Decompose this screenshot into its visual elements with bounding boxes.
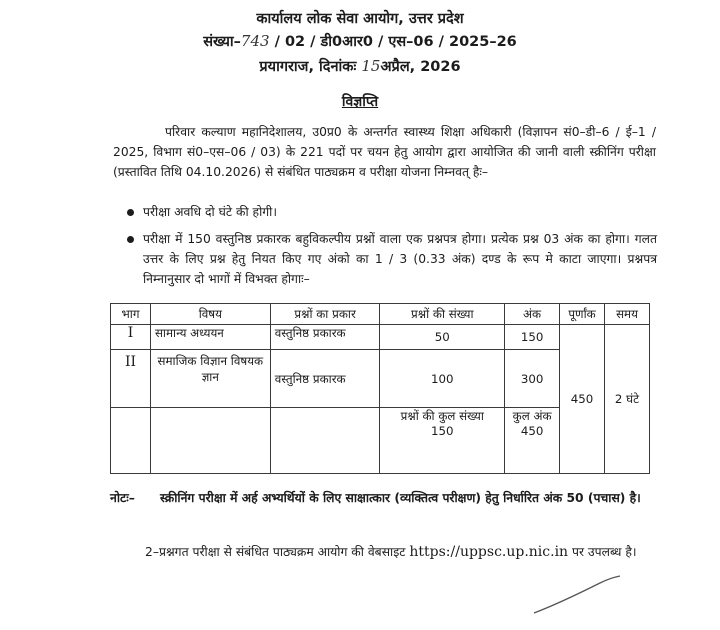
para2-prefix: 2–प्रश्नगत परीक्षा से संबंधित पाठ्यक्रम आयोग की वेबसाइट — [145, 545, 406, 559]
cell-part: II — [111, 350, 151, 408]
table-row — [111, 325, 650, 350]
cell-subject: सामान्य अध्ययन — [150, 325, 270, 350]
cell-count: 100 — [380, 350, 505, 408]
notice-title: विज्ञप्ति — [341, 94, 379, 110]
ref-prefix: संख्या– — [203, 34, 241, 50]
cell-total-marks: 450 — [560, 325, 605, 474]
col-header-count: प्रश्नों की संख्या — [380, 304, 505, 325]
cell-time: 2 घंटे — [605, 325, 650, 474]
total-count-label: प्रश्नों की कुल संख्या — [400, 409, 484, 423]
col-header-time: समय — [605, 304, 650, 325]
cell-total-count — [380, 408, 505, 474]
total-count-value: 150 — [431, 424, 454, 438]
signature-mark — [530, 575, 625, 615]
intro-text: परिवार कल्याण महानिदेशालय, उ0प्र0 के अन्तर्गत स्वास्थ्य शिक्षा अधिकारी (विज्ञापन सं0–डी–6 / ई–1 / 2025, विभाग सं0–एस–06 / 03) के 221 पदों पर चयन हेतु आयोग द्वारा आयोजित की जानी वाली स्क्रीनिंग परीक्षा (प्रस्तावित तिथि 04.10.2026) से संबंधित पाठ्यक्रम व परीक्षा योजना निम्नवत् हैः– — [113, 125, 656, 179]
para2-suffix: पर उपलब्ध है। — [572, 545, 637, 559]
cell-marks: 150 — [505, 325, 560, 350]
note — [110, 488, 655, 508]
ref-suffix: / 02 / डी0आर0 / एस–06 / 2025–26 — [269, 34, 517, 50]
col-header-part: भाग — [111, 304, 151, 325]
intro-paragraph — [113, 122, 656, 182]
ref-number-handwritten: 743 — [240, 32, 270, 50]
cell-part: I — [111, 325, 151, 350]
cell-type: वस्तुनिष्ठ प्रकारक — [270, 325, 380, 350]
date-rest: अप्रैल, 2026 — [380, 59, 461, 75]
cell-marks: 300 — [505, 350, 560, 408]
total-marks-value: 450 — [520, 424, 544, 438]
bullet-icon — [127, 236, 134, 243]
col-header-subject: विषय — [150, 304, 270, 325]
note-label: नोटः– — [110, 491, 135, 505]
place-date-prefix: प्रयागराज, दिनांकः — [259, 59, 357, 75]
cell-subject: समाजिक विज्ञान विषयक ज्ञान — [150, 350, 270, 408]
col-header-marks: अंक — [505, 304, 560, 325]
col-header-total: पूर्णांक — [560, 304, 605, 325]
bullet-icon — [127, 209, 134, 216]
bullet-text: परीक्षा अवधि दो घंटे की होगी। — [143, 205, 278, 219]
cell-type: वस्तुनिष्ठ प्रकारक — [270, 350, 380, 408]
cell-count: 50 — [380, 325, 505, 350]
date-day-handwritten: 15 — [361, 57, 381, 75]
note-text: स्क्रीनिंग परीक्षा में अर्ह अभ्यर्थियों के लिए साक्षात्कार (व्यक्तित्व परीक्षण) हेतु निर्धारित अंक 50 (पचास) है। — [160, 491, 641, 505]
office-name: कार्यालय लोक सेवा आयोग, उत्तर प्रदेश — [256, 11, 464, 27]
bullet-item — [127, 229, 657, 289]
website-paragraph — [113, 542, 658, 562]
bullet-text: परीक्षा में 150 वस्तुनिष्ठ प्रकारक बहुविकल्पीय प्रश्नों वाला एक प्रश्नपत्र होगा। प्रत्येक प्रश्न 03 अंक का होगा। गलत उत्तर के लिए प्रश्न हेतु नियत किए गए अंको का 1 / 3 (0.33 अंक) दण्ड के रूप मे काटा जाएगा। प्रश्नपत्र निम्नानुसार दो भागों में विभक्त होगाः– — [143, 232, 657, 286]
reference-number — [0, 31, 720, 51]
total-marks-label: कुल अंक — [512, 409, 552, 423]
cell-total-marks-sum — [505, 408, 560, 474]
col-header-type: प्रश्नों का प्रकार — [270, 304, 380, 325]
place-date — [0, 56, 720, 76]
website-link[interactable]: https://uppsc.up.nic.in — [409, 544, 569, 560]
table-header-row — [111, 304, 650, 325]
bullet-item — [127, 202, 657, 222]
exam-scheme-table — [110, 303, 650, 474]
